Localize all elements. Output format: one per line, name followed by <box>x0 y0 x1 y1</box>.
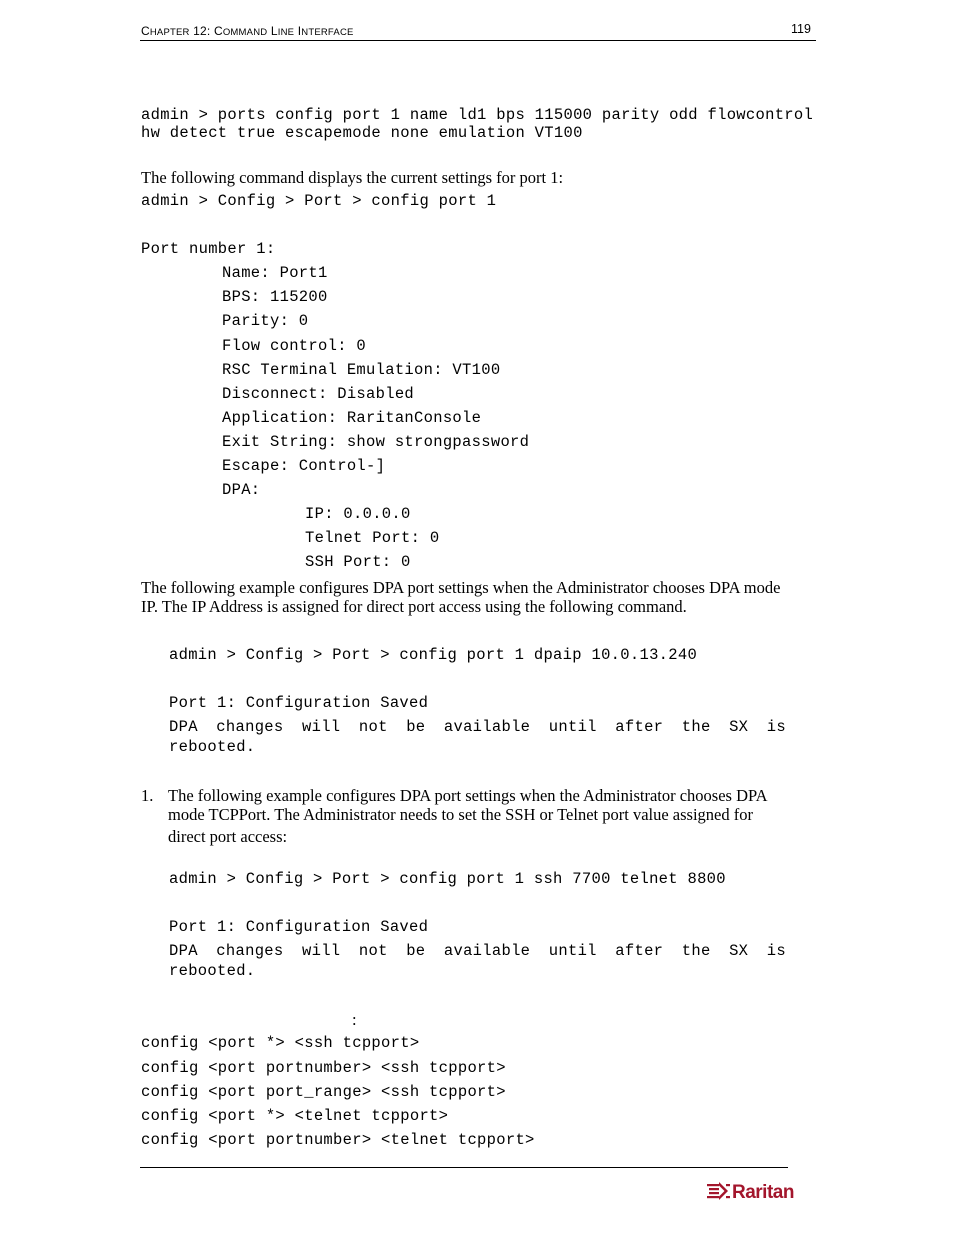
code-dpa-changes-notice: DPA changes will not be available until after the SX is <box>169 718 786 736</box>
code-port-application: Application: RaritanConsole <box>222 409 482 427</box>
code-ports-config-line1: admin > ports config port 1 name ld1 bps 115000 parity odd flowcontrol <box>141 106 814 124</box>
code-port-number: Port number 1: <box>141 240 276 258</box>
paragraph-display-settings: The following command displays the current settings for port 1: <box>141 168 564 187</box>
syntax-colon: : <box>352 1010 357 1029</box>
paragraph-dpa-ip-line1: The following example configures DPA port settings when the Administrator chooses DPA mode <box>141 578 781 597</box>
code-port-escape: Escape: Control-] <box>222 457 386 475</box>
code-port-flow-control: Flow control: 0 <box>222 337 367 355</box>
code-dpa-telnet-port: Telnet Port: 0 <box>305 529 440 547</box>
code-port-bps: BPS: 115200 <box>222 288 328 306</box>
page-number: 119 <box>791 22 811 36</box>
code-config-saved-2: Port 1: Configuration Saved <box>169 918 429 936</box>
code-rebooted-2: rebooted. <box>169 962 256 980</box>
code-ports-config-line2: hw detect true escapemode none emulation VT100 <box>141 124 583 142</box>
code-port-parity: Parity: 0 <box>222 312 309 330</box>
syntax-line: config <port *> <ssh tcpport> <box>141 1034 420 1052</box>
syntax-line: config <port *> <telnet tcpport> <box>141 1107 449 1125</box>
list-item-line1: The following example configures DPA port settings when the Administrator chooses DPA <box>168 786 768 805</box>
code-dpa-ip: IP: 0.0.0.0 <box>305 505 411 523</box>
code-port-exit-string: Exit String: show strongpassword <box>222 433 530 451</box>
list-item-line3: direct port access: <box>168 827 288 846</box>
code-port-disconnect: Disconnect: Disabled <box>222 385 415 403</box>
raritan-logo-text: Raritan <box>732 1182 794 1203</box>
header-rule <box>140 40 816 41</box>
code-config-port-command: admin > Config > Port > config port 1 <box>141 192 497 210</box>
code-dpaip-command: admin > Config > Port > config port 1 dpaip 10.0.13.240 <box>169 646 698 664</box>
code-port-name: Name: Port1 <box>222 264 328 282</box>
code-rebooted: rebooted. <box>169 738 256 756</box>
list-item-line2: mode TCPPort. The Administrator needs to set the SSH or Telnet port value assigned for <box>168 805 753 824</box>
code-port-dpa: DPA: <box>222 481 261 499</box>
raritan-logo <box>706 1178 812 1204</box>
code-config-saved: Port 1: Configuration Saved <box>169 694 429 712</box>
paragraph-dpa-ip-line2: IP. The IP Address is assigned for direct port access using the following command. <box>141 597 687 616</box>
code-ssh-telnet-command: admin > Config > Port > config port 1 ssh 7700 telnet 8800 <box>169 870 726 888</box>
code-dpa-changes-notice-2: DPA changes will not be available until after the SX is <box>169 942 786 960</box>
syntax-line: config <port portnumber> <ssh tcpport> <box>141 1059 506 1077</box>
running-header: CHAPTER 12: COMMAND LINE INTERFACE <box>141 24 354 38</box>
footer-rule <box>140 1167 788 1168</box>
raritan-emblem-icon <box>707 1182 730 1200</box>
code-port-emulation: RSC Terminal Emulation: VT100 <box>222 361 501 379</box>
list-item-number: 1. <box>141 786 154 805</box>
code-dpa-ssh-port: SSH Port: 0 <box>305 553 411 571</box>
syntax-line: config <port portnumber> <telnet tcpport> <box>141 1131 535 1149</box>
syntax-line: config <port port_range> <ssh tcpport> <box>141 1083 506 1101</box>
